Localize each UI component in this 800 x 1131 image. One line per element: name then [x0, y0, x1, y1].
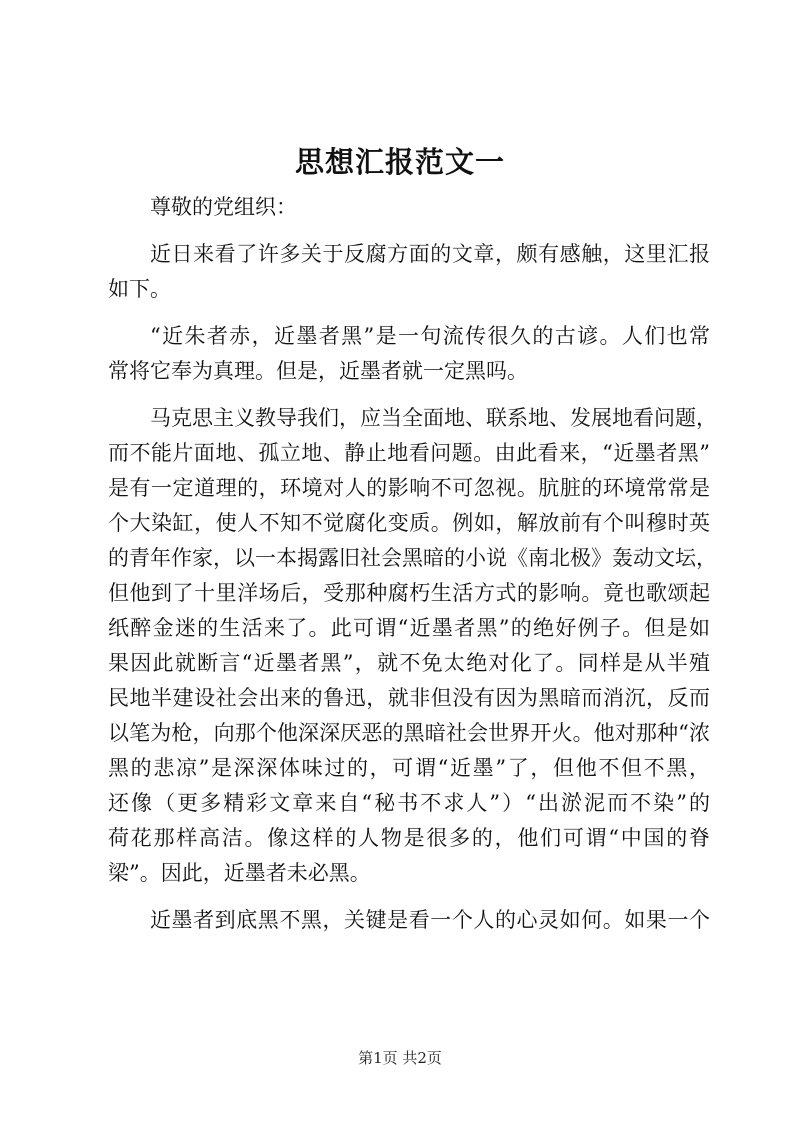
paragraph-line: 是有一定道理的，环境对人的影响不可忽视。肮脏的环境常常是 — [108, 476, 710, 500]
paragraph-line: 以笔为枪，向那个他深深厌恶的黑暗社会世界开火。他对那种“浓 — [108, 721, 710, 745]
paragraph-line: 常将它奉为真理。但是，近墨者就一定黑吗。 — [108, 359, 528, 383]
paragraph-line: 还像（更多精彩文章来自“秘书不求人”）“出淤泥而不染”的 — [108, 791, 710, 815]
document-body — [108, 190, 717, 950]
paragraph-line: 梁”。因此，近墨者未必黑。 — [108, 861, 371, 885]
paragraph — [108, 319, 710, 389]
paragraph-line: 个大染缸，使人不知不觉腐化变质。例如，解放前有个叫穆时英 — [108, 511, 710, 535]
greeting: 尊敬的党组织： — [150, 195, 297, 219]
paragraph-line: 近墨者到底黑不黑，关键是看一个人的心灵如何。如果一个 — [150, 908, 710, 932]
paragraph-line: 荷花那样高洁。像这样的人物是很多的，他们可谓“中国的脊 — [108, 826, 710, 850]
paragraph-line: 黑的悲凉”是深深体味过的，可谓“近墨”了，但他不但不黑， — [108, 756, 710, 780]
paragraph-line: 的青年作家，以一本揭露旧社会黑暗的小说《南北极》轰动文坛， — [108, 546, 717, 570]
paragraph — [108, 237, 710, 307]
paragraph-line: “近朱者赤，近墨者黑”是一句流传很久的古谚。人们也常 — [150, 324, 710, 348]
document-title: 思想汇报范文一 — [294, 145, 505, 179]
paragraph — [108, 903, 710, 938]
paragraph-line: 如下。 — [108, 277, 171, 301]
page-footer: 第1页 共2页 — [358, 1049, 442, 1067]
paragraph — [108, 401, 717, 891]
paragraph-line: 果因此就断言“近墨者黑”，就不免太绝对化了。同样是从半殖 — [108, 651, 710, 675]
paragraph-line: 民地半建设社会出来的鲁迅，就非但没有因为黑暗而消沉，反而 — [108, 686, 710, 710]
paragraph-line: 而不能片面地、孤立地、静止地看问题。由此看来，“近墨者黑” — [108, 441, 710, 465]
paragraph-line: 纸醉金迷的生活来了。此可谓“近墨者黑”的绝好例子。但是如 — [108, 616, 710, 640]
paragraph-line: 马克思主义教导我们，应当全面地、联系地、发展地看问题， — [150, 406, 717, 430]
paragraph-line: 但他到了十里洋场后，受那种腐朽生活方式的影响。竟也歌颂起 — [108, 581, 710, 605]
paragraph-line: 近日来看了许多关于反腐方面的文章，颇有感触，这里汇报 — [150, 242, 710, 266]
